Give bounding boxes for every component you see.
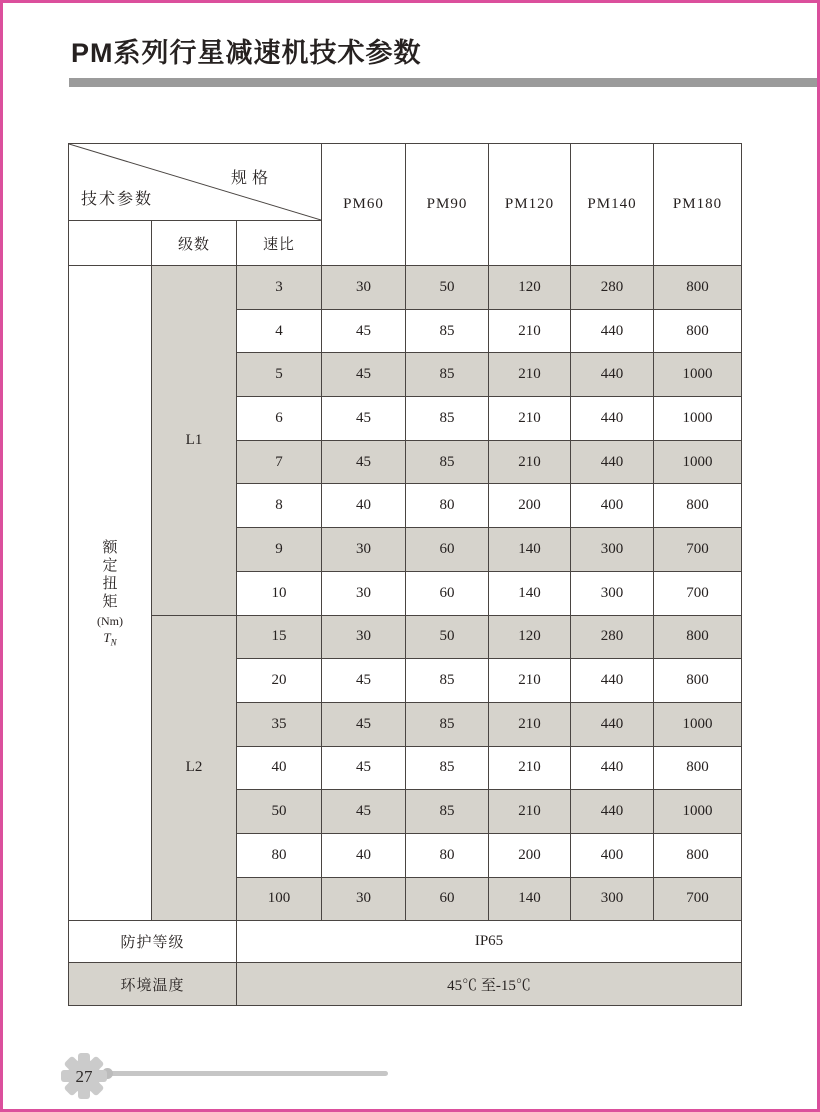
value-cell: 440 [571, 702, 654, 746]
stage-header-cell: 级数 [152, 221, 237, 266]
value-cell: 440 [571, 309, 654, 353]
value-cell: 280 [571, 266, 654, 310]
protection-label: 防护等级 [69, 921, 237, 963]
value-cell: 85 [406, 440, 489, 484]
value-cell: 1000 [654, 397, 742, 441]
corner-cell [69, 144, 322, 221]
torque-vertical-text: 额定扭矩 [102, 538, 118, 610]
value-cell: 50 [406, 266, 489, 310]
value-cell: 210 [489, 746, 571, 790]
value-cell: 700 [654, 877, 742, 921]
ratio-cell: 50 [237, 790, 322, 834]
stage-cell: L1 [152, 266, 237, 616]
value-cell: 210 [489, 659, 571, 703]
value-cell: 85 [406, 790, 489, 834]
footer-rule-line [106, 1071, 388, 1076]
value-cell: 800 [654, 266, 742, 310]
value-cell: 700 [654, 528, 742, 572]
value-cell: 300 [571, 571, 654, 615]
value-cell: 210 [489, 309, 571, 353]
page-title: PM系列行星减速机技术参数 [71, 38, 422, 68]
value-cell: 700 [654, 571, 742, 615]
value-cell: 120 [489, 615, 571, 659]
ratio-cell: 6 [237, 397, 322, 441]
value-cell: 45 [322, 659, 406, 703]
value-cell: 1000 [654, 353, 742, 397]
value-cell: 440 [571, 397, 654, 441]
value-cell: 400 [571, 833, 654, 877]
ratio-cell: 100 [237, 877, 322, 921]
temperature-row [69, 963, 742, 1006]
ratio-cell: 35 [237, 702, 322, 746]
protection-value: IP65 [237, 921, 742, 963]
value-cell: 40 [322, 484, 406, 528]
title-rule [69, 78, 820, 87]
value-cell: 85 [406, 702, 489, 746]
value-cell: 45 [322, 397, 406, 441]
ratio-cell: 40 [237, 746, 322, 790]
model-column-header: PM140 [571, 144, 654, 266]
value-cell: 800 [654, 833, 742, 877]
value-cell: 40 [322, 833, 406, 877]
value-cell: 120 [489, 266, 571, 310]
value-cell: 440 [571, 353, 654, 397]
value-cell: 45 [322, 790, 406, 834]
value-cell: 45 [322, 309, 406, 353]
value-cell: 440 [571, 790, 654, 834]
value-cell: 80 [406, 484, 489, 528]
value-cell: 300 [571, 528, 654, 572]
value-cell: 30 [322, 877, 406, 921]
value-cell: 440 [571, 440, 654, 484]
value-cell: 140 [489, 528, 571, 572]
value-cell: 45 [322, 353, 406, 397]
value-cell: 280 [571, 615, 654, 659]
temperature-value: 45℃ 至-15℃ [237, 963, 742, 1006]
value-cell: 1000 [654, 440, 742, 484]
ratio-cell: 20 [237, 659, 322, 703]
value-cell: 85 [406, 353, 489, 397]
spec-table [68, 143, 742, 1006]
value-cell: 140 [489, 877, 571, 921]
value-cell: 210 [489, 702, 571, 746]
data-row [69, 266, 742, 310]
ratio-cell: 3 [237, 266, 322, 310]
gear-icon [60, 1052, 108, 1100]
value-cell: 30 [322, 571, 406, 615]
value-cell: 30 [322, 615, 406, 659]
value-cell: 45 [322, 746, 406, 790]
ratio-cell: 15 [237, 615, 322, 659]
ratio-cell: 8 [237, 484, 322, 528]
ratio-cell: 10 [237, 571, 322, 615]
corner-param-label: 技术参数 [81, 191, 154, 208]
ratio-header-cell: 速比 [237, 221, 322, 266]
value-cell: 85 [406, 659, 489, 703]
value-cell: 85 [406, 746, 489, 790]
value-cell: 60 [406, 571, 489, 615]
value-cell: 80 [406, 833, 489, 877]
value-cell: 85 [406, 309, 489, 353]
ratio-cell: 5 [237, 353, 322, 397]
value-cell: 140 [489, 571, 571, 615]
value-cell: 440 [571, 659, 654, 703]
value-cell: 800 [654, 659, 742, 703]
value-cell: 30 [322, 528, 406, 572]
value-cell: 1000 [654, 790, 742, 834]
model-column-header: PM120 [489, 144, 571, 266]
value-cell: 800 [654, 746, 742, 790]
value-cell: 45 [322, 440, 406, 484]
value-cell: 400 [571, 484, 654, 528]
page-number: 27 [75, 1067, 93, 1086]
value-cell: 800 [654, 309, 742, 353]
torque-label-cell [69, 266, 152, 921]
ratio-cell: 4 [237, 309, 322, 353]
value-cell: 60 [406, 528, 489, 572]
value-cell: 210 [489, 397, 571, 441]
subheader-blank-cell [69, 221, 152, 266]
torque-unit: (Nm) [97, 613, 123, 628]
value-cell: 60 [406, 877, 489, 921]
model-column-header: PM90 [406, 144, 489, 266]
value-cell: 45 [322, 702, 406, 746]
value-cell: 85 [406, 397, 489, 441]
value-cell: 210 [489, 353, 571, 397]
value-cell: 210 [489, 440, 571, 484]
ratio-cell: 7 [237, 440, 322, 484]
value-cell: 200 [489, 833, 571, 877]
value-cell: 30 [322, 266, 406, 310]
value-cell: 300 [571, 877, 654, 921]
ratio-cell: 9 [237, 528, 322, 572]
model-column-header: PM60 [322, 144, 406, 266]
protection-row [69, 921, 742, 963]
value-cell: 800 [654, 484, 742, 528]
value-cell: 50 [406, 615, 489, 659]
temperature-label: 环境温度 [69, 963, 237, 1006]
value-cell: 200 [489, 484, 571, 528]
torque-symbol: $T_N$ [103, 629, 117, 648]
corner-spec-label: 规格 [231, 170, 274, 187]
value-cell: 440 [571, 746, 654, 790]
stage-cell: L2 [152, 615, 237, 921]
value-cell: 1000 [654, 702, 742, 746]
value-cell: 210 [489, 790, 571, 834]
model-column-header: PM180 [654, 144, 742, 266]
data-row [69, 615, 742, 659]
value-cell: 800 [654, 615, 742, 659]
ratio-cell: 80 [237, 833, 322, 877]
